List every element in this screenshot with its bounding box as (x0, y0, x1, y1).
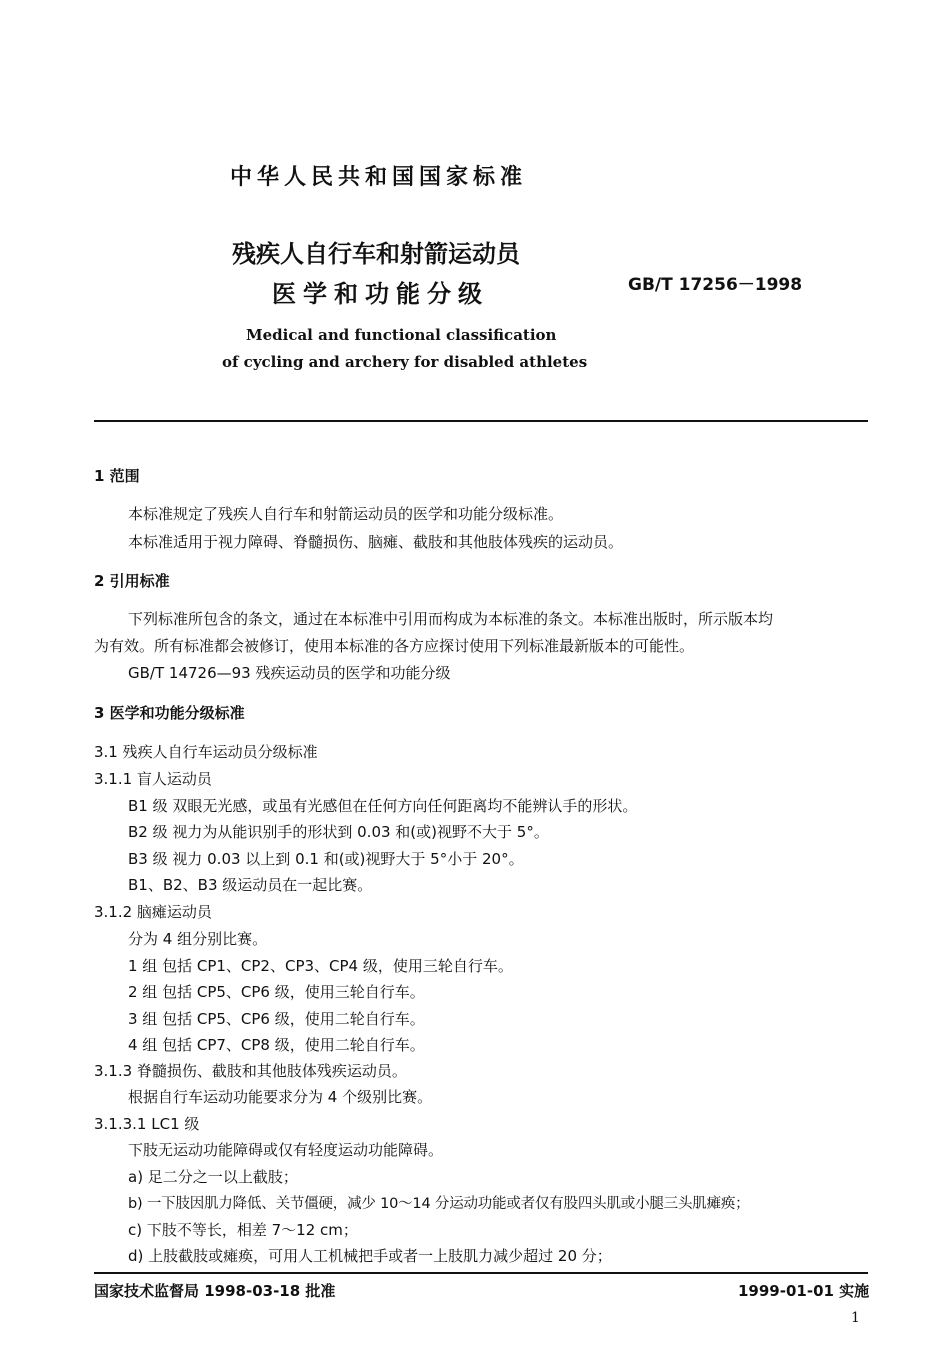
cp-group-4: 4 组 包括 CP7、CP8 级，使用二轮自行车。 (128, 1036, 425, 1054)
section-2-paragraph-line1: 下列标准所包含的条文，通过在本标准中引用而构成为本标准的条文。本标准出版时，所示版本均 (128, 610, 774, 628)
national-standard-title: 中华人民共和国国家标准 (230, 165, 528, 190)
lc1-description: 下肢无运动功能障碍或仅有轻度运动功能障碍。 (128, 1141, 444, 1159)
footer-divider (94, 1272, 868, 1274)
lc1-item-d: d) 上肢截肢或瘫痪，可用人工机械把手或者一上肢肌力减少超过 20 分； (128, 1247, 612, 1265)
section-1-paragraph-2: 本标准适用于视力障碍、脊髓损伤、脑瘫、截肢和其他肢体残疾的运动员。 (128, 533, 624, 551)
header-divider (94, 420, 868, 422)
section-1-paragraph-1: 本标准规定了残疾人自行车和射箭运动员的医学和功能分级标准。 (128, 505, 564, 523)
class-b1: B1 级 双眼无光感，或虽有光感但在任何方向任何距离均不能辨认手的形状。 (128, 797, 638, 815)
cp-intro: 分为 4 组分别比赛。 (128, 930, 268, 948)
section-1-heading: 1 范围 (94, 467, 140, 485)
section-2-paragraph-line2: 为有效。所有标准都会被修订，使用本标准的各方应探讨使用下列标准最新版本的可能性。 (94, 637, 695, 655)
cp-group-2: 2 组 包括 CP5、CP6 级，使用三轮自行车。 (128, 983, 425, 1001)
clause-3-1-2-heading: 3.1.2 脑瘫运动员 (94, 903, 212, 921)
page-number: 1 (851, 1310, 860, 1326)
approval-info: 国家技术监督局 1998-03-18 批准 (94, 1282, 336, 1300)
cp-group-3: 3 组 包括 CP5、CP6 级，使用二轮自行车。 (128, 1010, 425, 1028)
class-b2: B2 级 视力为从能识别手的形状到 0.03 和(或)视野不大于 5°。 (128, 823, 549, 841)
document-title-line2: 医学和功能分级 (272, 280, 489, 308)
standard-number: GB/T 17256－1998 (628, 275, 803, 295)
lc-intro: 根据自行车运动功能要求分为 4 个级别比赛。 (128, 1088, 433, 1106)
english-title-line2: of cycling and archery for disabled athletes (222, 353, 588, 371)
clause-3-1-heading: 3.1 残疾人自行车运动员分级标准 (94, 743, 318, 761)
english-title-line1: Medical and functional classification (246, 326, 557, 344)
class-b3: B3 级 视力 0.03 以上到 0.1 和(或)视野大于 5°小于 20°。 (128, 850, 524, 868)
cp-group-1: 1 组 包括 CP1、CP2、CP3、CP4 级，使用三轮自行车。 (128, 957, 513, 975)
document-title-line1: 残疾人自行车和射箭运动员 (232, 240, 520, 268)
referenced-standard: GB/T 14726—93 残疾运动员的医学和功能分级 (128, 664, 451, 682)
section-2-heading: 2 引用标准 (94, 572, 170, 590)
clause-3-1-3-heading: 3.1.3 脊髓损伤、截肢和其他肢体残疾运动员。 (94, 1062, 407, 1080)
class-b-combined: B1、B2、B3 级运动员在一起比赛。 (128, 876, 373, 894)
clause-3-1-3-1-heading: 3.1.3.1 LC1 级 (94, 1115, 200, 1133)
lc1-item-a: a) 足二分之一以上截肢； (128, 1168, 298, 1186)
implementation-date: 1999-01-01 实施 (738, 1282, 870, 1300)
lc1-item-b: b) 一下肢因肌力降低、关节僵硬，减少 10～14 分运动功能或者仅有股四头肌或小腿三头肌瘫痪； (128, 1196, 750, 1212)
lc1-item-c: c) 下肢不等长，相差 7～12 cm； (128, 1221, 358, 1239)
section-3-heading: 3 医学和功能分级标准 (94, 704, 245, 722)
clause-3-1-1-heading: 3.1.1 盲人运动员 (94, 770, 212, 788)
